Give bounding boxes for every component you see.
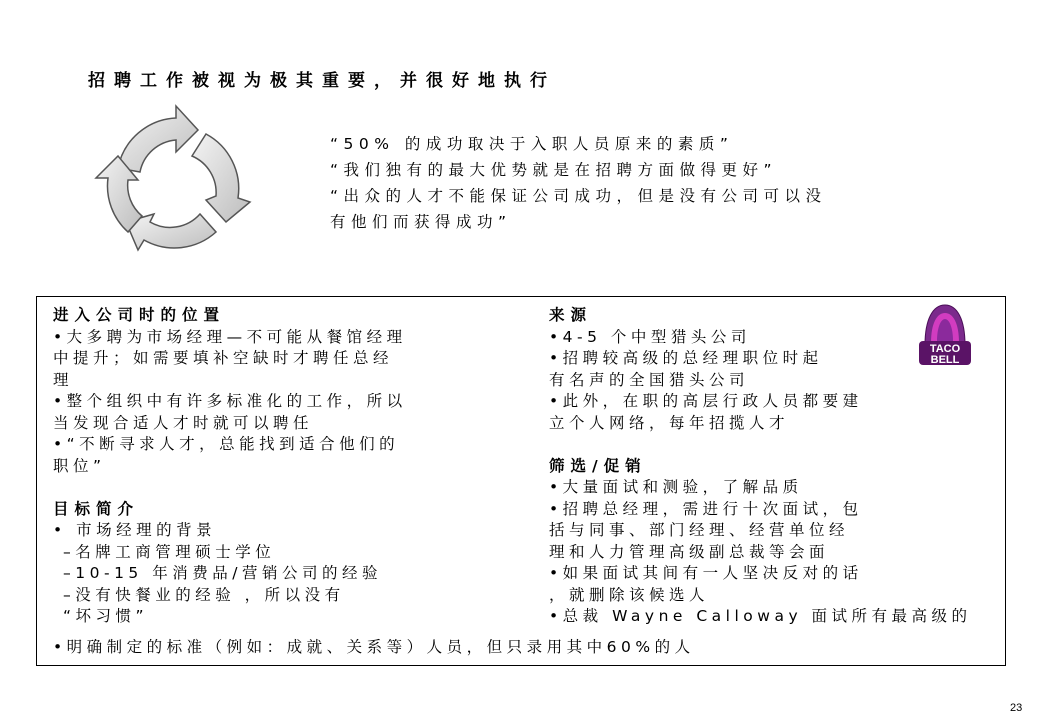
section-heading-position: 进入公司时的位置 — [53, 306, 226, 324]
cycle-arrow-top — [118, 106, 198, 172]
text-line: •招聘较高级的总经理职位时起 — [549, 349, 823, 367]
quote-line: “我们独有的最大优势就是在招聘方面做得更好” — [330, 161, 778, 179]
quote-line: “50% 的成功取决于入职人员原来的素质” — [330, 135, 734, 153]
text-line: • 市场经理的背景 — [53, 521, 217, 539]
page-number: 23 — [1010, 702, 1023, 714]
text-line: ，就删除该候选人 — [549, 585, 710, 604]
text-line: •总裁 Wayne Calloway 面试所有最高级的 — [549, 607, 972, 625]
text-line: 立个人网络，每年招揽人才 — [549, 413, 790, 432]
quote-line: 有他们而获得成功” — [330, 213, 512, 231]
text-line: •此外，在职的高层行政人员都要建 — [549, 392, 863, 410]
text-line: 理 — [53, 370, 74, 389]
page-title: 招聘工作被视为极其重要，并很好地执行 — [88, 71, 556, 91]
logo-text-line2: BELL — [930, 354, 960, 366]
text-line: •大量面试和测验，了解品质 — [549, 478, 803, 496]
sub-item: –名牌工商管理硕士学位 — [63, 542, 276, 561]
sub-item: –10-15 年消费品/营销公司的经验 — [63, 564, 382, 582]
text-line: •“不断寻求人才，总能找到适合他们的 — [53, 435, 400, 453]
text-line: 职位” — [53, 456, 106, 475]
text-line: •如果面试其间有一人坚决反对的话 — [549, 564, 863, 582]
cycle-arrow-right — [192, 134, 250, 222]
text-line: •招聘总经理，需进行十次面试，包 — [549, 499, 863, 518]
text-line: 理和人力管理高级副总裁等会面 — [549, 542, 830, 561]
left-column — [53, 305, 533, 628]
sub-item: “坏习惯” — [63, 607, 149, 625]
section-heading-profile: 目标简介 — [53, 499, 140, 518]
section-heading-screening: 筛选/促销 — [549, 456, 647, 475]
text-line: •大多聘为市场经理—不可能从餐馆经理 — [53, 327, 407, 346]
text-line: •整个组织中有许多标准化的工作，所以 — [53, 392, 407, 410]
text-line: •4-5 个中型猎头公司 — [549, 327, 751, 346]
taco-bell-logo — [917, 301, 973, 367]
bottom-line-text: •明确制定的标准（例如：成就、关系等）人员，但只录用其中60%的人 — [53, 638, 695, 656]
logo-text-line1: TACO — [929, 343, 961, 355]
section-heading-source: 来源 — [549, 306, 593, 324]
quotes-block — [330, 131, 980, 235]
text-line: 当发现合适人才时就可以聘任 — [53, 413, 314, 432]
cycle-arrows-graphic — [88, 98, 258, 268]
content-box — [36, 296, 1006, 666]
text-line: 括与同事、部门经理、经营单位经 — [549, 521, 850, 539]
quote-line: “出众的人才不能保证公司成功，但是没有公司可以没 — [330, 187, 827, 205]
sub-item: –没有快餐业的经验 ，所以没有 — [63, 585, 345, 604]
text-line: 中提升；如需要填补空缺时才聘任总经 — [53, 349, 394, 367]
text-line: 有名声的全国猎头公司 — [549, 370, 750, 389]
